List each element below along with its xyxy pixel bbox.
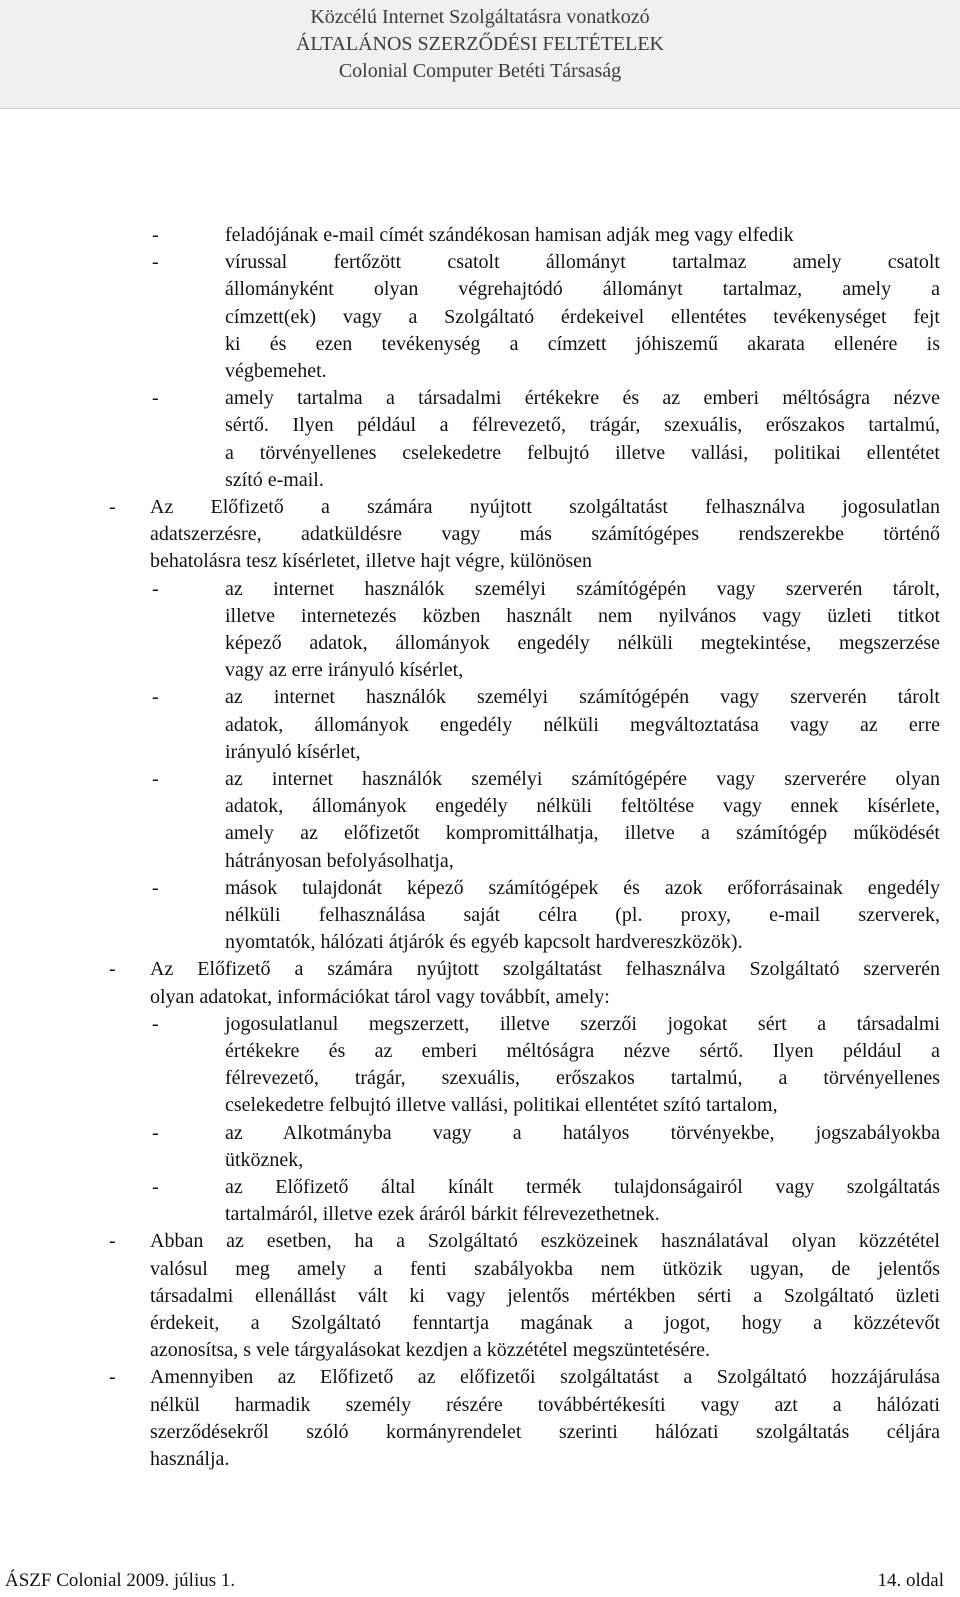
text-line: társadalmi ellenállást vált ki vagy jelentős mértékben sérti a Szolgáltató üzleti: [150, 1284, 940, 1307]
text-line: Az Előfizető a számára nyújtott szolgáltatást felhasználva jogosulatlan: [150, 496, 940, 518]
list-bullet-dash: -: [109, 1230, 116, 1253]
text-line: valósul meg amely a fenti szabályokba nem ütközik ugyan, de jelentős: [150, 1257, 940, 1280]
footer-page-number: 14. oldal: [877, 1570, 944, 1591]
text-line: nélküli felhasználása saját célra (pl. proxy, e-mail szerverek,: [225, 904, 940, 926]
text-line: képező adatok, állományok engedély nélküli megtekintése, megszerzése: [225, 632, 940, 654]
page-footer: [0, 1562, 960, 1597]
header-title-line-1: Közcélú Internet Szolgáltatásra vonatkozó: [310, 6, 650, 28]
list-bullet-dash: -: [152, 224, 159, 246]
list-bullet-dash: -: [152, 577, 159, 600]
text-line: az Alkotmányba vagy a hatályos törvényekbe, jogszabályokba: [225, 1121, 940, 1144]
list-bullet-dash: -: [152, 686, 159, 709]
text-line: azonosítsa, s vele tárgyalásokat kezdjen a közzététel megszüntetésére.: [150, 1339, 710, 1362]
text-line: illetve internetezés közben használt nem nyilvános vagy üzleti titkot: [225, 604, 940, 627]
text-line: Amennyiben az Előfizető az előfizetői szolgáltatást a Szolgáltató hozzájárulása: [150, 1366, 940, 1389]
text-line: feladójának e-mail címét szándékosan hamisan adják meg vagy elfedik: [225, 224, 794, 246]
text-line: az internet használók személyi számítógépére vagy szerverére olyan: [225, 768, 940, 790]
list-bullet-dash: -: [152, 251, 159, 274]
text-line: szerződésekről szóló kormányrendelet szerinti hálózati szolgáltatás céljára: [150, 1420, 940, 1443]
list-bullet-dash: -: [109, 1366, 116, 1389]
text-line: adatok, állományok engedély nélküli megváltoztatása vagy az erre: [225, 713, 940, 736]
text-line: Abban az esetben, ha a Szolgáltató eszközeinek használatával olyan közzététel: [150, 1230, 940, 1253]
footer-document-id: ÁSZF Colonial 2009. július 1.: [5, 1570, 236, 1591]
text-line: nélkül harmadik személy részére továbbértékesíti vagy azt a hálózati: [150, 1393, 940, 1416]
text-line: szító e-mail.: [225, 468, 324, 491]
text-line: sértő. Ilyen például a félrevezető, trágár, szexuális, erőszakos tartalmú,: [225, 414, 940, 437]
text-line: az internet használók személyi számítógépén vagy szerverén tárolt: [225, 686, 940, 709]
list-bullet-dash: -: [152, 1012, 159, 1035]
list-bullet-dash: -: [152, 768, 159, 790]
text-line: az Előfizető által kínált termék tulajdonságairól vagy szolgáltatás: [225, 1176, 940, 1198]
text-line: ki és ezen tevékenység a címzett jóhiszemű akarata ellenére is: [225, 332, 940, 355]
text-line: amely az előfizetőt kompromittálhatja, illetve a számítógép működését: [225, 822, 940, 845]
text-line: vagy az erre irányuló kísérlet,: [225, 659, 464, 682]
text-line: olyan adatokat, információkat tárol vagy továbbít, amely:: [150, 985, 610, 1008]
text-line: adatszerzésre, adatküldésre vagy más számítógépes rendszerekbe történő: [150, 523, 940, 546]
text-line: az internet használók személyi számítógépén vagy szerverén tárolt,: [225, 577, 940, 600]
text-line: ütköznek,: [225, 1148, 304, 1171]
text-line: Az Előfizető a számára nyújtott szolgáltatást felhasználva Szolgáltató szerverén: [150, 958, 940, 981]
text-line: a törvényellenes cselekedetre felbujtó illetve vallási, politikai ellentétet: [225, 441, 940, 464]
list-bullet-dash: -: [152, 387, 159, 410]
list-bullet-dash: -: [152, 1176, 159, 1198]
text-line: címzett(ek) vagy a Szolgáltató érdekeivel ellentétes tevékenységet fejt: [225, 305, 940, 328]
text-line: végbemehet.: [225, 360, 327, 382]
text-line: állományként olyan végrehajtódó állományt tartalmaz, amely a: [225, 278, 940, 301]
text-line: érdekeit, a Szolgáltató fenntartja magának a jogot, hogy a közzétevőt: [150, 1312, 940, 1334]
text-line: cselekedetre felbujtó illetve vallási, politikai ellentétet szító tartalom,: [225, 1094, 778, 1117]
text-line: behatolásra tesz kísérletet, illetve hajt végre, különösen: [150, 550, 593, 573]
text-line: jogosulatlanul megszerzett, illetve szerzői jogokat sért a társadalmi: [225, 1012, 940, 1035]
text-line: félrevezető, trágár, szexuális, erőszakos tartalmú, a törvényellenes: [225, 1067, 940, 1090]
list-bullet-dash: -: [109, 958, 116, 981]
text-line: használja.: [150, 1448, 230, 1470]
text-line: nyomtatók, hálózati átjárók és egyéb kapcsolt hardvereszközök).: [225, 931, 743, 954]
header-divider: [0, 108, 960, 109]
text-line: mások tulajdonát képező számítógépek és azok erőforrásainak engedély: [225, 876, 940, 899]
text-line: adatok, állományok engedély nélküli feltöltése vagy ennek kísérlete,: [225, 795, 940, 818]
list-bullet-dash: -: [152, 876, 159, 899]
text-line: amely tartalma a társadalmi értékekre és az emberi méltóságra nézve: [225, 387, 940, 410]
text-line: irányuló kísérlet,: [225, 740, 361, 763]
text-line: értékekre és az emberi méltóságra nézve sértő. Ilyen például a: [225, 1040, 940, 1062]
header-company-name: Colonial Computer Betéti Társaság: [338, 60, 622, 82]
text-line: hátrányosan befolyásolhatja,: [225, 849, 454, 872]
list-bullet-dash: -: [109, 496, 116, 518]
text-line: tartalmáról, illetve ezek áráról bárkit félrevezethetnek.: [225, 1203, 660, 1226]
page-header: [0, 0, 960, 108]
text-line: vírussal fertőzött csatolt állományt tartalmaz amely csatolt: [225, 251, 940, 274]
header-title-line-2: ÁLTALÁNOS SZERZŐDÉSI FELTÉTELEK: [295, 33, 665, 55]
list-bullet-dash: -: [152, 1121, 159, 1144]
